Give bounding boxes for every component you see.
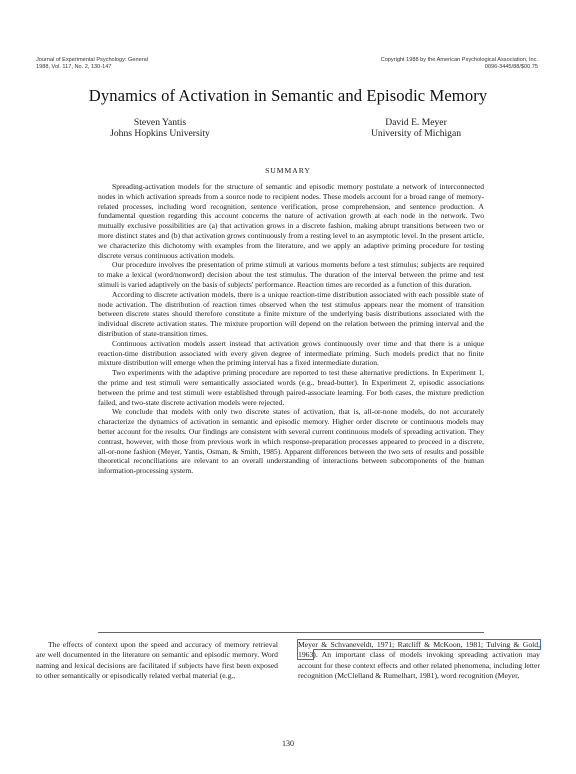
summary-paragraph: Two experiments with the adaptive priming procedure are reported to test these alternative predictions. In Experiment 1, the prime and test stimuli were semantically associated words (e.g., bread-butter). In Experiment 2, episodic associations between the prime and test stimuli were established through paired-associate learning. For both cases, the mixture prediction failed, and two-state discrete activation models were rejected. bbox=[98, 368, 484, 407]
masthead-right bbox=[381, 57, 538, 70]
citation-link[interactable]: Meyer & Schvaneveldt, 1971; Ratcliff & McKoon, 1981; Tulving & Gold, 1963 bbox=[298, 640, 540, 660]
author-block-2 bbox=[346, 117, 486, 139]
summary-paragraph: Continuous activation models assert instead that activation grows continuously over time and that there is a unique reaction-time distribution associated with every given degree of intermediate priming. Such models predict that no finite mixture distribution will emerge when the priming interval has a fixed intermediate duration. bbox=[98, 338, 484, 368]
body-text: ). An important class of models invoking spreading activation may account for these context effects and other related phenomena, including letter recognition (McClelland & Rumelhart, 1981), word recognition (Meyer, bbox=[298, 650, 540, 680]
body-paragraph: The effects of context upon the speed and accuracy of memory retrieval are well documented in the literature on semantic and episodic memory. Word naming and lexical decisions are facilitated if subjects have first been exposed to other semantically or episodically related verbal material (e.g., bbox=[36, 640, 278, 680]
summary-paragraph: Our procedure involves the presentation of prime stimuli at various moments before a test stimulus; subjects are required to make a lexical (word/nonword) decision about the test stimulus. The duration of the interval between the prime and test stimuli is varied adaptively on the basis of subjects' performance. Reaction times are recorded as a function of this duration. bbox=[98, 260, 484, 289]
author-affiliation: Johns Hopkins University bbox=[110, 128, 210, 139]
paper-title: Dynamics of Activation in Semantic and Episodic Memory bbox=[88, 86, 488, 105]
page-number: 130 bbox=[282, 739, 294, 748]
author-block-1 bbox=[90, 117, 230, 139]
body-column-right bbox=[298, 640, 540, 681]
journal-name: Journal of Experimental Psychology: General bbox=[36, 57, 148, 63]
masthead-left bbox=[36, 57, 148, 70]
issn-code: 0096-3445/88/$00.75 bbox=[484, 63, 538, 70]
summary-abstract bbox=[98, 182, 484, 476]
author-name: Steven Yantis bbox=[133, 117, 187, 128]
journal-volume: 1988, Vol. 117, No. 2, 130-147 bbox=[36, 63, 112, 70]
copyright-notice: Copyright 1988 by the American Psychological Association, Inc. bbox=[380, 57, 538, 63]
section-divider bbox=[98, 632, 484, 633]
summary-heading: SUMMARY bbox=[265, 166, 311, 175]
author-name: David E. Meyer bbox=[385, 117, 447, 128]
summary-paragraph: According to discrete activation models, there is a unique reaction-time distribution associated with each possible state of node activation. The distribution of reaction times observed when the test stimulus appears near the moment of transition between discrete states should therefore constitute a finite mixture of the underlying basis distributions associated with the individual discrete activation states. The mixture proportion will depend on the relation between the priming interval and the distribution of state-transition times. bbox=[98, 289, 484, 338]
body-column-left bbox=[36, 640, 278, 681]
summary-paragraph: We conclude that models with only two discrete states of activation, that is, all-or-none models, do not accurately characterize the dynamics of activation in semantic and episodic memory. Higher order discrete or continuous models may better account for the results. Our findings are consistent with several current continuous models of spreading activation. They contrast, however, with those from previous work in which response-preparation processes appeared to proceed in a discrete, all-or-none fashion (Meyer, Yantis, Osman, & Smith, 1985). Apparent differences between the two sets of results and possible theoretical reconciliations are relevant to an overall understanding of interactions between subcomponents of the human information-processing system. bbox=[98, 407, 484, 476]
summary-paragraph: Spreading-activation models for the structure of semantic and episodic memory postulate a network of interconnected nodes in which activation spreads from a source node to recipient nodes. These models account for a broad range of memory-related processes, including word recognition, sentence verification, prose comprehension, and sentence production. A fundamental question regarding this account concerns the nature of activation growth at each node in the network. Two mutually exclusive possibilities are (a) that activation grows in a discrete fashion, making abrupt transitions between two or more distinct states and (b) that activation grows continuously from a resting level to an asymptotic level. In the present article, we characterize this dichotomy with examples from the literature, and we apply an adaptive priming procedure for testing discrete versus continuous activation models. bbox=[98, 182, 484, 260]
author-affiliation: University of Michigan bbox=[370, 128, 462, 139]
body-paragraph bbox=[298, 640, 540, 681]
